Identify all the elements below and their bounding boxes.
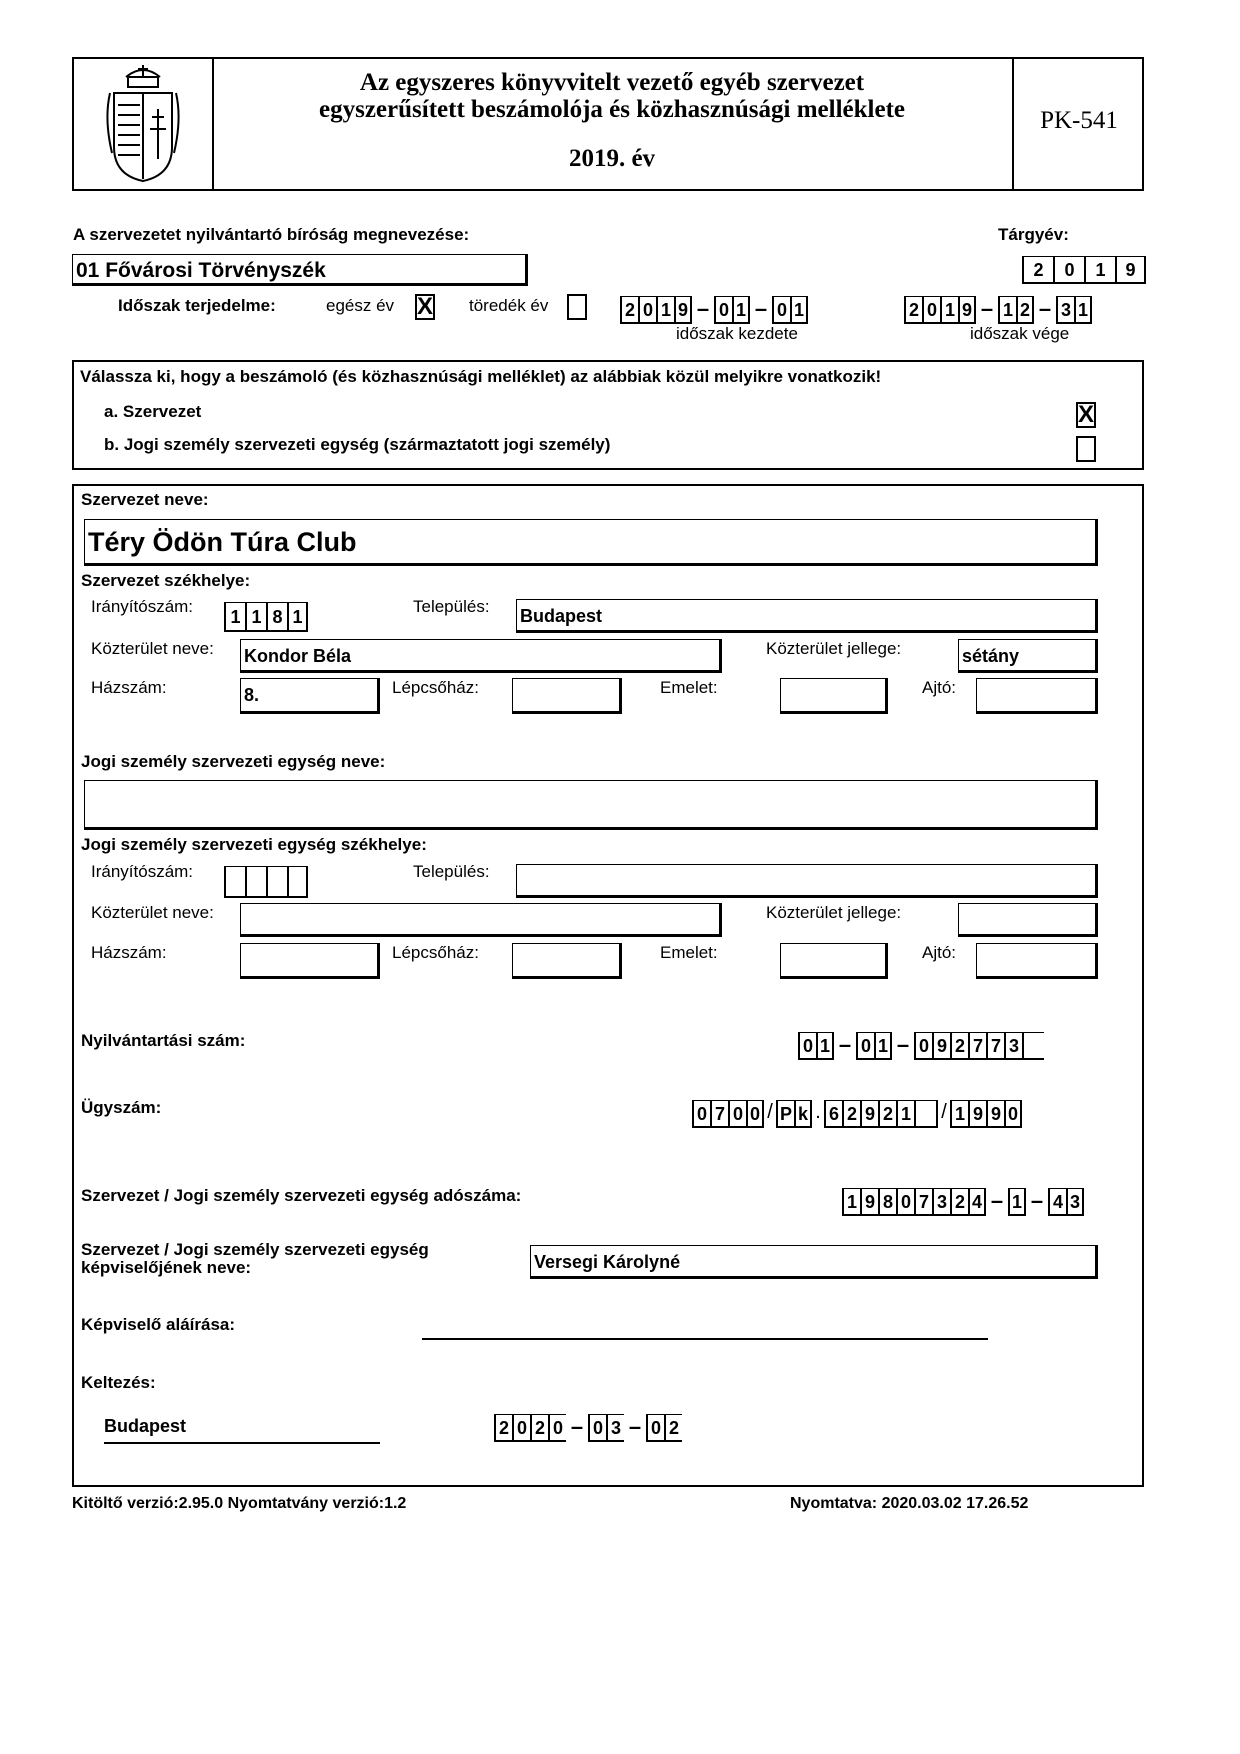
option-a-checkbox[interactable]: X: [1078, 401, 1095, 428]
digit-cell: 1: [816, 1032, 834, 1060]
digit-cell: 9: [932, 1032, 950, 1060]
signature-label: Képviselő aláírása:: [81, 1315, 236, 1334]
unit-staircase-field[interactable]: [512, 943, 622, 979]
header-year: 2019. év: [568, 145, 656, 172]
digit-cell: P: [776, 1100, 794, 1128]
digit-cell: 1: [245, 602, 266, 632]
form-code: PK-541: [1040, 107, 1118, 134]
unit-zip-boxes[interactable]: [224, 864, 308, 898]
unit-street-field[interactable]: [240, 903, 722, 937]
digit-cell: 2: [530, 1414, 548, 1442]
date-separator: –: [754, 296, 768, 321]
digit-cell: 2: [1016, 296, 1034, 324]
dating-place-text: Budapest: [104, 1416, 187, 1436]
digit-cell: k: [794, 1100, 812, 1128]
unit-zip-label: Irányítószám:: [91, 862, 194, 881]
unit-name-label: Jogi személy szervezeti egység neve:: [81, 752, 386, 771]
digit-cell: 9: [968, 1100, 986, 1128]
unit-staircase-label: Lépcsőház:: [392, 943, 479, 962]
digit-cell: 1: [940, 296, 958, 324]
digit-cell: 2: [950, 1032, 968, 1060]
digit-cell: 1: [1074, 296, 1092, 324]
digit-cell: 0: [1004, 1100, 1022, 1128]
org-street-type-label: Közterület jellege:: [766, 639, 902, 658]
unit-seat-label: Jogi személy szervezeti egység székhelye:: [81, 835, 427, 854]
digit-cell: 1: [1008, 1188, 1026, 1216]
option-b-checkbox[interactable]: [1076, 436, 1096, 462]
digit-cell: 1: [656, 296, 674, 324]
digit-cell: 9: [958, 296, 976, 324]
date-separator: –: [628, 1414, 642, 1439]
digit-cell: 9: [860, 1188, 878, 1216]
org-city-field[interactable]: Budapest: [516, 599, 1098, 633]
digit-cell: 7: [914, 1188, 932, 1216]
org-floor-field[interactable]: [780, 678, 888, 714]
header-title-cell: [212, 59, 1014, 189]
whole-year-checkbox[interactable]: X: [417, 293, 434, 320]
dating-date[interactable]: [494, 1412, 682, 1442]
digit-cell: 7: [710, 1100, 728, 1128]
coat-of-arms-cell: [74, 59, 214, 189]
digit-cell: 0: [772, 296, 790, 324]
digit-cell: 0: [646, 1414, 664, 1442]
case-dot: .: [815, 1101, 821, 1123]
whole-year-label: egész év: [326, 296, 395, 315]
unit-city-label: Település:: [413, 862, 490, 881]
footer-printed: Nyomtatva: 2020.03.02 17.26.52: [790, 1495, 1029, 1512]
digit-cell: 1: [287, 602, 308, 632]
digit-cell: 0: [798, 1032, 816, 1060]
date-separator: –: [980, 296, 994, 321]
digit-cell: 4: [968, 1188, 986, 1216]
dating-place[interactable]: [104, 1416, 380, 1444]
digit-cell: 3: [1066, 1188, 1084, 1216]
digit-cell: [1022, 1032, 1044, 1060]
digit-cell: 3: [932, 1188, 950, 1216]
unit-door-label: Ajtó:: [922, 943, 957, 962]
tax-number[interactable]: [842, 1186, 1084, 1216]
digit-cell: 8: [266, 602, 287, 632]
org-seat-label: Szervezet székhelye:: [81, 571, 251, 590]
digit-cell: 2: [664, 1414, 682, 1442]
digit-cell: 2: [878, 1100, 896, 1128]
digit-cell: 0: [896, 1188, 914, 1216]
org-name-label: Szervezet neve:: [81, 490, 209, 509]
unit-street-label: Közterület neve:: [91, 903, 214, 922]
period-end-date[interactable]: [904, 294, 1092, 324]
representative-label-line1: Szervezet / Jogi személy szervezeti egység: [81, 1240, 429, 1259]
org-door-label: Ajtó:: [922, 678, 957, 697]
org-house-field[interactable]: 8.: [240, 678, 380, 714]
choice-question: Válassza ki, hogy a beszámoló (és közhasznúsági melléklet) az alábbiak közül melyikre vonatkozik!: [80, 367, 882, 386]
digit-cell: [224, 866, 245, 898]
org-staircase-label: Lépcsőház:: [392, 678, 479, 697]
representative-label-line2: képviselőjének neve:: [81, 1258, 252, 1277]
digit-cell: 9: [674, 296, 692, 324]
digit-cell: 3: [606, 1414, 624, 1442]
coat-of-arms-icon: [74, 59, 212, 189]
unit-city-field[interactable]: [516, 864, 1098, 898]
digit-cell: 2: [1022, 256, 1053, 284]
unit-house-label: Házszám:: [91, 943, 167, 962]
unit-floor-field[interactable]: [780, 943, 888, 979]
form-header: [72, 57, 1144, 191]
digit-cell: 1: [874, 1032, 892, 1060]
period-end-label: időszak vége: [970, 324, 1070, 343]
digit-cell: [914, 1100, 938, 1128]
digit-cell: 9: [860, 1100, 878, 1128]
digit-cell: 1: [790, 296, 808, 324]
digit-cell: 7: [986, 1032, 1004, 1060]
footer-version: Kitöltő verzió:2.95.0 Nyomtatvány verzió:1.2: [72, 1495, 407, 1512]
court-label: A szervezetet nyilvántartó bíróság megnevezése:: [73, 225, 470, 244]
org-city-label: Település:: [413, 597, 490, 616]
digit-cell: 7: [968, 1032, 986, 1060]
org-street-type-field[interactable]: sétány: [958, 639, 1098, 673]
number-separator: –: [896, 1032, 910, 1057]
digit-cell: 2: [950, 1188, 968, 1216]
unit-name-field[interactable]: [84, 780, 1098, 830]
org-house-label: Házszám:: [91, 678, 167, 697]
case-slash: /: [767, 1101, 773, 1123]
signature-line[interactable]: [422, 1338, 988, 1340]
details-box: [72, 484, 1144, 1487]
digit-cell: 0: [746, 1100, 764, 1128]
digit-cell: 1: [732, 296, 750, 324]
digit-cell: 9: [1115, 256, 1146, 284]
digit-cell: 2: [494, 1414, 512, 1442]
digit-cell: 0: [728, 1100, 746, 1128]
digit-cell: [266, 866, 287, 898]
court-field[interactable]: 01 Fővárosi Törvényszék: [72, 254, 528, 286]
unit-floor-label: Emelet:: [660, 943, 718, 962]
case-number[interactable]: [692, 1098, 1022, 1128]
digit-cell: 1: [896, 1100, 914, 1128]
unit-house-field[interactable]: [240, 943, 380, 979]
partial-year-checkbox[interactable]: [567, 294, 587, 320]
org-door-field[interactable]: [976, 678, 1098, 714]
date-separator: –: [1038, 296, 1052, 321]
digit-cell: 0: [922, 296, 940, 324]
org-floor-label: Emelet:: [660, 678, 718, 697]
digit-cell: [245, 866, 266, 898]
digit-cell: 0: [692, 1100, 710, 1128]
unit-street-type-field[interactable]: [958, 903, 1098, 937]
unit-street-type-label: Közterület jellege:: [766, 903, 902, 922]
header-title-line1: Az egyszeres könyvvitelt vezető egyéb szervezet: [359, 69, 865, 96]
org-street-field[interactable]: Kondor Béla: [240, 639, 722, 673]
choice-option-a: a. Szervezet: [104, 402, 202, 421]
header-title-line2: egyszerűsített beszámolója és közhasznúsági melléklete: [319, 96, 905, 123]
number-separator: –: [838, 1032, 852, 1057]
digit-cell: 0: [588, 1414, 606, 1442]
digit-cell: 0: [714, 296, 732, 324]
org-zip-boxes[interactable]: [224, 600, 308, 632]
tax-label: Szervezet / Jogi személy szervezeti egység adószáma:: [81, 1186, 522, 1205]
choice-box: [72, 360, 1144, 470]
unit-door-field[interactable]: [976, 943, 1098, 979]
digit-cell: 0: [914, 1032, 932, 1060]
org-name-field[interactable]: Téry Ödön Túra Club: [84, 519, 1098, 566]
digit-cell: 1: [998, 296, 1016, 324]
period-label: Időszak terjedelme:: [118, 296, 276, 315]
number-separator: –: [1030, 1188, 1044, 1213]
digit-cell: 1: [224, 602, 245, 632]
subject-year-label: Tárgyév:: [998, 225, 1069, 244]
representative-name-field[interactable]: Versegi Károlyné: [530, 1245, 1098, 1279]
digit-cell: 8: [878, 1188, 896, 1216]
period-start-date[interactable]: [620, 294, 808, 324]
number-separator: –: [990, 1188, 1004, 1213]
partial-year-label: töredék év: [469, 296, 549, 315]
digit-cell: 0: [512, 1414, 530, 1442]
choice-option-b: b. Jogi személy szervezeti egység (származtatott jogi személy): [104, 435, 611, 454]
digit-cell: 2: [842, 1100, 860, 1128]
case-label: Ügyszám:: [81, 1098, 162, 1117]
digit-cell: 2: [904, 296, 922, 324]
digit-cell: 0: [638, 296, 656, 324]
digit-cell: 0: [1053, 256, 1084, 284]
org-staircase-field[interactable]: [512, 678, 622, 714]
digit-cell: [287, 866, 308, 898]
digit-cell: 6: [824, 1100, 842, 1128]
digit-cell: 1: [950, 1100, 968, 1128]
case-slash: /: [941, 1101, 947, 1123]
org-zip-label: Irányítószám:: [91, 597, 194, 616]
period-start-label: időszak kezdete: [676, 324, 798, 343]
digit-cell: 4: [1048, 1188, 1066, 1216]
dating-label: Keltezés:: [81, 1373, 156, 1392]
digit-cell: 1: [1084, 256, 1115, 284]
registry-number[interactable]: [798, 1030, 1044, 1060]
subject-year-boxes[interactable]: [1022, 254, 1146, 284]
date-separator: –: [570, 1414, 584, 1439]
digit-cell: 9: [986, 1100, 1004, 1128]
org-street-label: Közterület neve:: [91, 639, 214, 658]
digit-cell: 3: [1056, 296, 1074, 324]
digit-cell: 1: [842, 1188, 860, 1216]
digit-cell: 3: [1004, 1032, 1022, 1060]
digit-cell: 2: [620, 296, 638, 324]
registry-label: Nyilvántartási szám:: [81, 1031, 246, 1050]
date-separator: –: [696, 296, 710, 321]
digit-cell: 0: [856, 1032, 874, 1060]
digit-cell: 0: [548, 1414, 566, 1442]
